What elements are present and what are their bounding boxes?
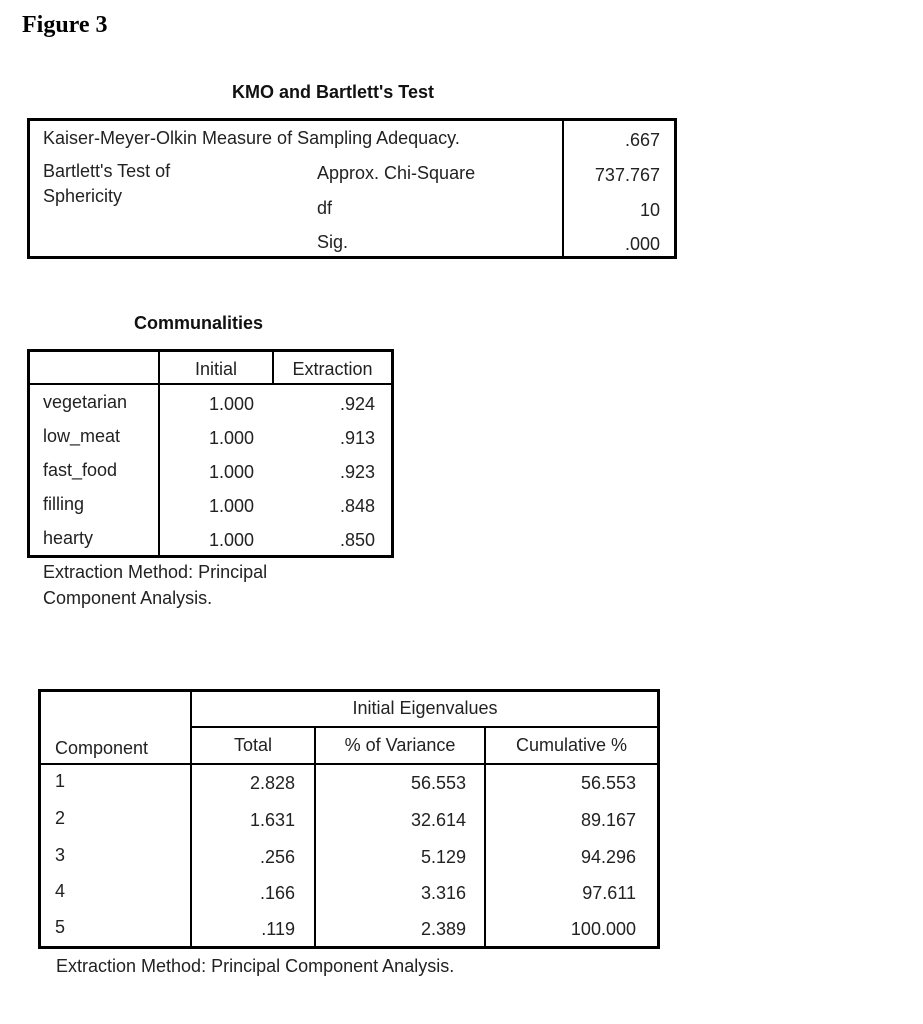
communalities-row-extraction: .924: [339, 394, 375, 414]
communalities-header-extraction: Extraction: [292, 359, 373, 379]
eigen-row-total: .119: [261, 919, 295, 939]
eigen-row-variance: 32.614: [410, 810, 466, 830]
eigen-row-total: 1.631: [249, 810, 295, 830]
bartlett-label-line1: Bartlett's Test of: [43, 161, 171, 181]
kmo-table-title: KMO and Bartlett's Test: [232, 82, 434, 102]
eigen-row-cumulative: 89.167: [580, 810, 636, 830]
eigen-header-variance: % of Variance: [344, 735, 456, 755]
eigen-row-variance: 5.129: [420, 847, 466, 867]
eigen-row-variance: 3.316: [420, 883, 466, 903]
eigen-row-cumulative: 97.611: [582, 883, 636, 903]
communalities-header-rule: [30, 383, 391, 385]
eigenvalues-table: [38, 689, 660, 949]
eigen-row-component: 4: [55, 881, 66, 901]
kmo-table: [27, 118, 677, 259]
eigen-left-rule: [38, 689, 41, 949]
bartlett-stat-label: Approx. Chi-Square: [317, 163, 476, 183]
communalities-row-extraction: .850: [339, 530, 375, 550]
kmo-measure-label: Kaiser-Meyer-Olkin Measure of Sampling Adequacy.: [43, 128, 460, 148]
communalities-row-name: vegetarian: [43, 392, 128, 412]
communalities-footnote-line2: Component Analysis.: [43, 588, 213, 608]
communalities-row-extraction: .923: [339, 462, 375, 482]
bartlett-label-line2: Sphericity: [43, 186, 123, 206]
eigen-col-divider: [484, 726, 486, 949]
eigen-group-rule: [190, 726, 658, 728]
eigen-row-component: 1: [55, 771, 66, 791]
communalities-row-name: hearty: [43, 528, 94, 548]
eigen-right-rule: [657, 689, 660, 949]
communalities-row-initial: 1.000: [208, 496, 254, 516]
eigen-col-divider: [314, 726, 316, 949]
bartlett-stat-label: df: [317, 198, 333, 218]
communalities-row-initial: 1.000: [208, 462, 254, 482]
eigen-row-total: .166: [259, 883, 295, 903]
bartlett-stat-value: 737.767: [594, 165, 660, 185]
eigen-row-cumulative: 94.296: [580, 847, 636, 867]
communalities-row-extraction: .848: [339, 496, 375, 516]
eigen-row-total: 2.828: [249, 773, 295, 793]
eigenvalues-footnote: Extraction Method: Principal Component Analysis.: [56, 956, 455, 976]
kmo-measure-value: .667: [624, 130, 660, 150]
eigen-row-component: 2: [55, 808, 66, 828]
communalities-row-name: fast_food: [43, 460, 118, 480]
eigen-bottom-rule: [38, 946, 660, 949]
bartlett-stat-value: 10: [639, 200, 660, 220]
eigen-header-total: Total: [233, 735, 273, 755]
communalities-row-name: low_meat: [43, 426, 121, 446]
communalities-row-name: filling: [43, 494, 85, 514]
communalities-table: [27, 349, 394, 558]
eigen-top-rule: [38, 689, 660, 692]
kmo-column-divider: [562, 121, 564, 256]
communalities-title: Communalities: [134, 313, 264, 333]
bartlett-stat-label: Sig.: [317, 232, 349, 252]
communalities-row-initial: 1.000: [208, 394, 254, 414]
eigen-row-variance: 56.553: [410, 773, 466, 793]
communalities-footnote: [43, 559, 267, 611]
communalities-row-initial: 1.000: [208, 530, 254, 550]
eigen-row-cumulative: 100.000: [570, 919, 636, 939]
bartlett-stat-value: .000: [624, 234, 660, 254]
eigen-group-header: Initial Eigenvalues: [352, 698, 498, 718]
eigen-row-total: .256: [259, 847, 295, 867]
eigen-row-component: 5: [55, 917, 66, 937]
eigen-row-cumulative: 56.553: [580, 773, 636, 793]
eigen-row-component: 3: [55, 845, 66, 865]
communalities-row-extraction: .913: [339, 428, 375, 448]
eigen-row-variance: 2.389: [420, 919, 466, 939]
communalities-row-initial: 1.000: [208, 428, 254, 448]
figure-label: Figure 3: [22, 12, 108, 38]
eigen-header-rule: [38, 763, 658, 765]
eigen-component-header: Component: [55, 738, 149, 758]
communalities-header-initial: Initial: [194, 359, 238, 379]
communalities-footnote-line1: Extraction Method: Principal: [43, 562, 268, 582]
eigen-header-cumulative: Cumulative %: [515, 735, 628, 755]
